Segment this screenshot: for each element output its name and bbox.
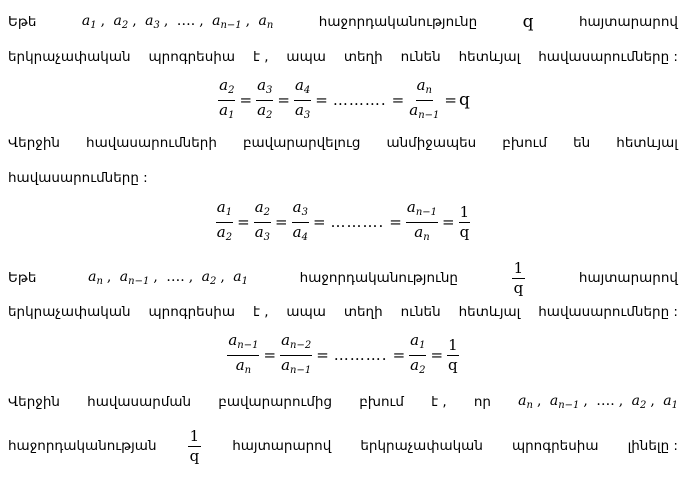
word: ունեն <box>400 304 441 320</box>
word-if: Եթե <box>8 14 37 30</box>
word-is-geometric: հաջորդականությունը <box>299 270 458 286</box>
word: հետևյալ <box>458 49 521 65</box>
word: պրոգրեսիա <box>511 438 599 454</box>
word: հետևյալ <box>458 304 521 320</box>
word: բավարարումից <box>218 394 333 410</box>
word: հայտարարով <box>232 438 332 454</box>
word: պրոգրեսիա <box>148 49 236 65</box>
word: հավասարումները : <box>8 170 148 186</box>
word-if: Եթե <box>8 270 37 286</box>
word: հետևյալ <box>616 135 678 151</box>
fraction-one-over-q: $\frac{1}{q}$ <box>513 258 524 297</box>
equation-reciprocal: $\frac{a_1}{a_2}$ = $\frac{a_2}{a_3}$ = $\frac{a_3}{a_4}$ = ………. = $\frac{a_{n-1}}{a_n}$ = $\frac{1}{q}$ <box>0 199 686 245</box>
text-line-5 <box>8 258 678 298</box>
word-ratio: հայտարարով <box>578 14 678 30</box>
word: երկրաչափական <box>8 304 131 320</box>
fraction: $\frac{a_1}{a_2}$ <box>410 330 426 376</box>
ellipsis: ………. <box>330 213 385 231</box>
text-line-8 <box>8 425 678 467</box>
fraction-one-over-q: $\frac{1}{q}$ <box>448 335 458 374</box>
fraction: $\frac{a_3}{a_2}$ <box>257 75 273 121</box>
fraction-one-over-q: $\frac{1}{q}$ <box>189 426 200 465</box>
fraction: $\frac{a_{n-2}}{a_{n-1}}$ <box>281 330 312 376</box>
word: է , <box>431 394 447 410</box>
fraction: $\frac{a_2}{a_1}$ <box>219 75 235 121</box>
word: է , <box>252 304 269 320</box>
word: ունեն <box>400 49 441 65</box>
ratio-q: q <box>522 12 534 32</box>
word: Վերջին <box>8 135 60 151</box>
word: բխում <box>359 394 404 410</box>
word: որ <box>473 394 491 410</box>
word: հավասարումների <box>86 135 217 151</box>
word: են <box>573 135 591 151</box>
ellipsis: ………. <box>332 91 387 109</box>
text-line-2 <box>8 45 678 69</box>
word-ratio: հայտարարով <box>578 270 678 286</box>
fraction: $\frac{a_n}{a_{n-1}}$ <box>409 75 440 121</box>
fraction-one-over-q: $\frac{1}{q}$ <box>459 202 470 241</box>
fraction: $\frac{a_{n-1}}{a_n}$ <box>228 330 259 376</box>
text-line-4 <box>8 166 678 190</box>
sequence-an-to-a1: $a_n$ , $a_{n-1}$ , …. , $a_2$ , $a_1$ <box>88 269 248 287</box>
word: բավարարվելուց <box>242 135 361 151</box>
word: հավասարումները : <box>538 304 678 320</box>
word: հաջորդականության <box>8 438 157 454</box>
fraction: $\frac{a_{n-1}}{a_n}$ <box>406 197 438 243</box>
word-is-geometric: հաջորդականությունը <box>318 14 478 30</box>
ellipsis: ………. <box>333 346 388 364</box>
equation-reverse: $\frac{a_{n-1}}{a_n}$ = $\frac{a_{n-2}}{a_{n-1}}$ = ………. = $\frac{a_1}{a_2}$ = $\frac{1}{q}$ <box>0 332 686 378</box>
sequence-an-to-a1: $a_n$ , $a_{n-1}$ , …. , $a_2$ , $a_1$ <box>518 393 678 411</box>
fraction: $\frac{a_2}{a_3}$ <box>254 197 271 243</box>
text-line-7 <box>8 390 678 414</box>
text-line-1 <box>8 10 678 34</box>
fraction: $\frac{a_1}{a_2}$ <box>216 197 233 243</box>
word: տեղի <box>343 49 383 65</box>
ratio-q: q <box>458 90 470 110</box>
fraction: $\frac{a_4}{a_3}$ <box>294 75 311 121</box>
word: տեղի <box>343 304 383 320</box>
word: երկրաչափական <box>8 49 131 65</box>
word: երկրաչափական <box>360 438 483 454</box>
word: ապա <box>286 304 326 320</box>
word: է , <box>252 49 269 65</box>
word: պրոգրեսիա <box>148 304 236 320</box>
text-line-6 <box>8 300 678 324</box>
word: բխում <box>502 135 548 151</box>
fraction: $\frac{a_3}{a_4}$ <box>292 197 308 243</box>
text-line-3 <box>8 131 678 155</box>
word: ապա <box>286 49 326 65</box>
word: անմիջապես <box>386 135 477 151</box>
word: հավասարման <box>87 394 192 410</box>
equation-ratio-q: $\frac{a_2}{a_1}$ = $\frac{a_3}{a_2}$ = $\frac{a_4}{a_3}$ = ………. = $\frac{a_n}{a_{n-1}}$ = q <box>0 78 686 122</box>
word: լինելը : <box>627 438 678 454</box>
sequence-a1-to-an: $a_1$ , $a_2$ , $a_3$ , …. , $a_{n-1}$ , $a_n$ <box>81 13 274 31</box>
word: հավասարումները : <box>538 49 678 65</box>
word: Վերջին <box>8 394 60 410</box>
